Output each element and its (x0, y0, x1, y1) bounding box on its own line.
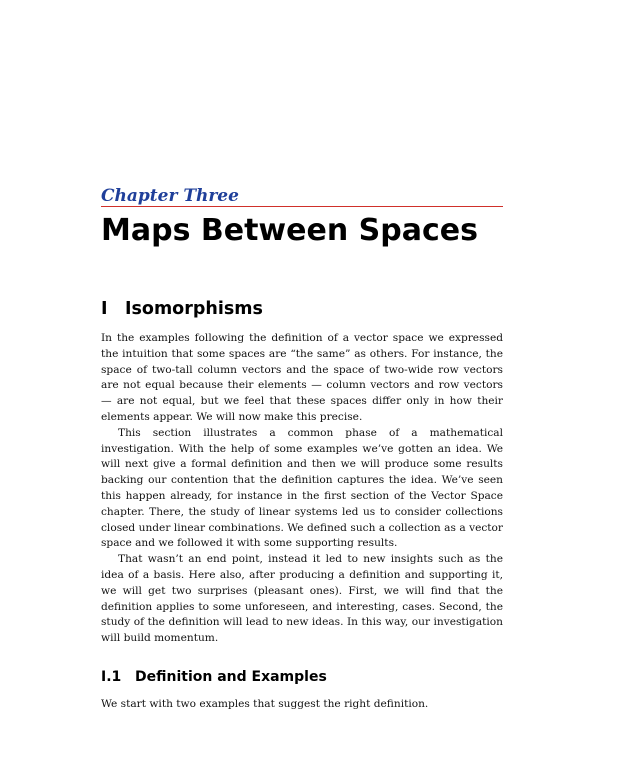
section-title: Isomorphisms (125, 299, 263, 319)
paragraph: In the examples following the definition of a vector space we expressed the intuition that some spaces are “the same” as others. For instance, the space of two-tall column vectors and the space of two-wide row vectors are not equal because their elements — column vectors and row vectors — are not equal, but we feel that these spaces differ only in how their elements appear. We will now make this precise. (101, 332, 503, 423)
section-number: I (101, 299, 108, 319)
section-body (101, 331, 503, 647)
subsection-title: Definition and Examples (135, 669, 327, 685)
paragraph: That wasn’t an end point, instead it led to new insights such as the idea of a basis. Here also, after producing a definition and supporting it, we will get two surprises (pleasant ones). First, we will find that the definition applies to some unforeseen, and interesting, cases. Second, the study of the definition will lead to new ideas. In this way, our investigation will build momentum. (101, 553, 503, 645)
paragraph: We start with two examples that suggest the right definition. (101, 698, 429, 710)
paragraph: This section illustrates a common phase of a mathematical investigation. With the help of some examples we’ve gotten an idea. We will next give a formal definition and then we will produce some results backing our contention that the definition captures the idea. We’ve seen this happen already, for instance in the first section of the Vector Space chapter. There, the study of linear systems led us to consider collections closed under linear combinations. We defined such a collection as a vector space and we followed it with some supporting results. (101, 426, 503, 550)
subsection-number: I.1 (101, 669, 122, 685)
chapter-title: Maps Between Spaces (101, 213, 478, 248)
section-heading (101, 297, 263, 321)
chapter-label: Chapter Three (101, 186, 503, 207)
subsection-heading (101, 667, 327, 687)
